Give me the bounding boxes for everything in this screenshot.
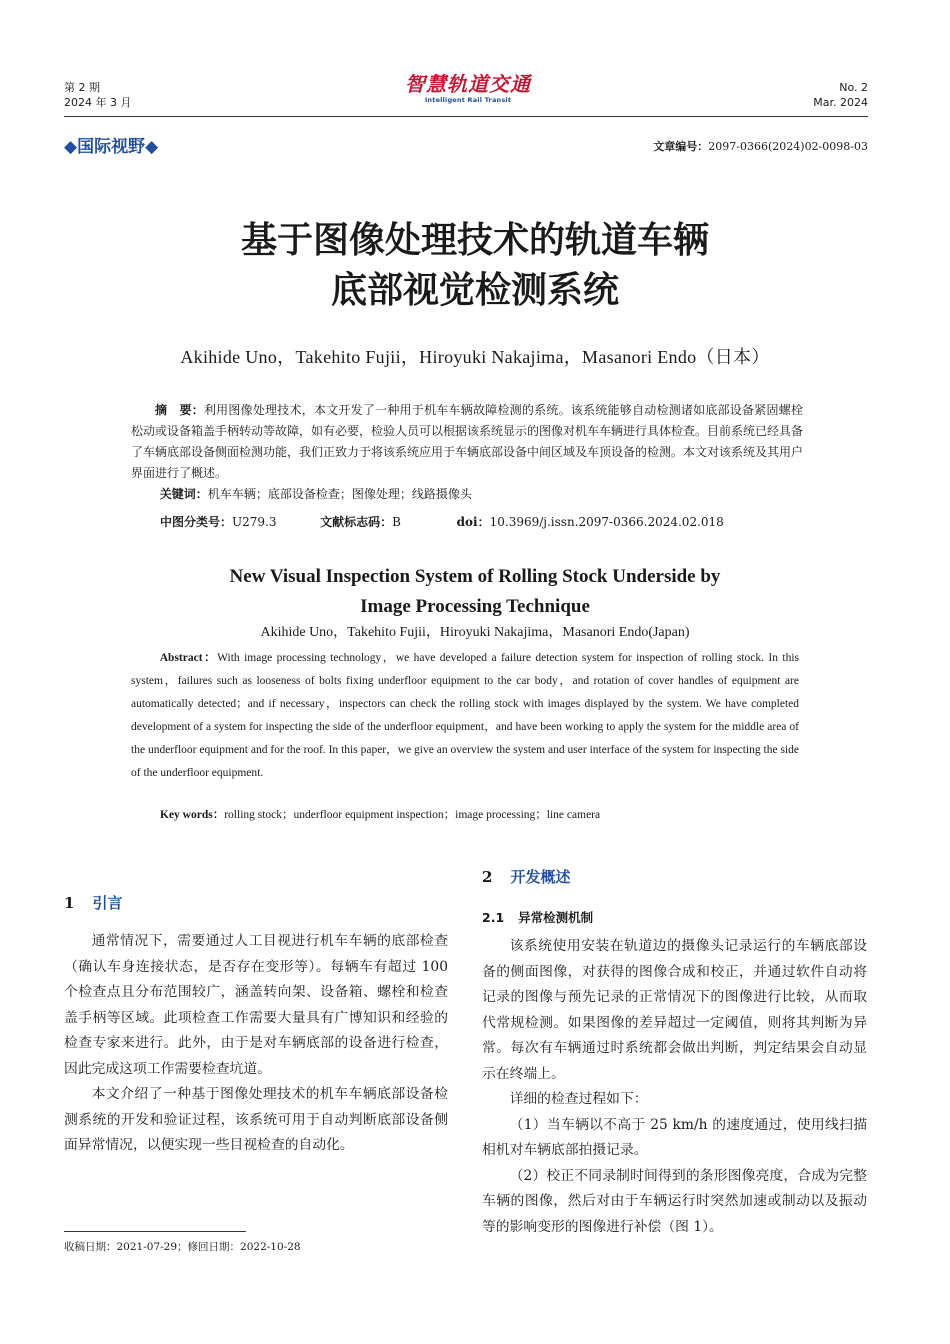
section-1-paragraph: 通常情况下，需要通过人工目视进行机车车辆的底部检查（确认车身连接状态，是否存在变形等）。每辆车有超过 100 个检查点且分布范围较广，涵盖转向架、设备箱、螺栓和检查盖手柄等区域。此项检查工作需要大量具有广博知识和经验的检查专家来进行。此外，由于是对车辆底部的设备进行检查，因此完成这项工作需要检查坑道。 [64, 933, 448, 1077]
abstract-cn [131, 400, 803, 505]
section-1-body [64, 929, 448, 1159]
issue-number-cn: 第 2 期 [64, 81, 100, 94]
issue-date-cn: 2024 年 3 月 [64, 96, 132, 109]
doc-code-value: B [392, 515, 401, 529]
journal-logo [398, 72, 538, 105]
page-title [0, 216, 950, 316]
section-1-heading [64, 893, 448, 913]
title-en-line-1: New Visual Inspection System of Rolling Stock Underside by [229, 566, 721, 587]
doi-value: 10.3969/j.issn.2097-0366.2024.02.018 [489, 515, 724, 529]
section-1-number: 1 [64, 894, 75, 912]
abstract-cn-body [131, 400, 803, 484]
section-2-number: 2 [482, 868, 493, 886]
issue-date-en: Mar. 2024 [813, 96, 868, 109]
section-2-paragraph: （2）校正不同录制时间得到的条形图像亮度，合成为完整车辆的图像，然后对由于车辆运行时突然加速或制动以及振动等的影响变形的图像进行补偿（图 1）。 [482, 1167, 867, 1235]
section-1-paragraph: 本文介绍了一种基于图像处理技术的机车车辆底部设备检测系统的开发和验证过程，该系统可用于自动判断底部设备侧面异常情况，以便实现一些目视检查的自动化。 [64, 1086, 448, 1153]
article-number [653, 140, 868, 154]
authors-cn: Akihide Uno，Takehito Fujii，Hiroyuki Nakajima，Masanori Endo（日本） [180, 347, 770, 367]
article-number-label: 文章编号： [653, 140, 709, 153]
title-en-line-2: Image Processing Technique [360, 596, 590, 617]
journal-logo-cn: 智慧轨道交通 [405, 72, 531, 96]
doc-code-label: 文献标志码： [320, 515, 393, 529]
abstract-cn-label: 摘 要： [155, 403, 204, 417]
title-line-1: 基于图像处理技术的轨道车辆 [240, 220, 709, 261]
keywords-cn-label: 关键词： [159, 487, 208, 501]
keywords-en [160, 806, 600, 824]
keywords-cn [131, 484, 803, 505]
abstract-en-label: Abstract： [159, 652, 218, 664]
abstract-en-text: With image processing technology，we have developed a failure detection system for inspection of rolling stock. In this system，failures such as looseness of bolts fixing underfloor equipment to the car body，and rotation of cover handles of equipment are automatically detected；and if necessary，inspectors can check the rolling stock with images displayed by the system. We have completed development of a system for inspecting the side of the underfloor equipment，and have been working to apply the system for the middle area of the underfloor equipment and for the roof. In this paper，we give an overview the system and user interface of the system for inspecting the side of the underfloor equipment. [131, 652, 800, 779]
clc-label: 中图分类号： [160, 515, 233, 529]
issue-number-en: No. 2 [839, 81, 868, 94]
abstract-en [131, 647, 799, 785]
section-2-heading [482, 867, 867, 887]
clc-value: U279.3 [232, 515, 277, 529]
abstract-cn-text: 利用图像处理技术，本文开发了一种用于机车车辆故障检测的系统。该系统能够自动检测诸如底部设备紧固螺栓松动或设备箱盖手柄转动等故障，如有必要，检验人员可以根据该系统显示的图像对机车车辆进行具体检查。目前系统已经具备了车辆底部设备侧面检测功能，我们正致力于将该系统应用于车辆底部设备中间区域及车顶设备的检测。本文对该系统及其用户界面进行了概述。 [131, 403, 804, 480]
subsection-2-1-title: 异常检测机制 [518, 910, 594, 925]
authors-en: Akihide Uno，Takehito Fujii，Hiroyuki Nakajima，Masanori Endo(Japan) [260, 625, 690, 640]
section-1-title: 引言 [92, 894, 123, 912]
keywords-en-label: Key words： [160, 809, 225, 821]
article-number-value: 2097-0366(2024)02-0098-03 [708, 140, 868, 153]
section-2-paragraph: 该系统使用安装在轨道边的摄像头记录运行的车辆底部设备的侧面图像，对获得的图像合成和校正，并通过软件自动将记录的图像与预先记录的正常情况下的图像进行比较，从而取代常规检测。如果图像的差异超过一定阈值，则将其判断为异常。每次有车辆通过时系统都会做出判断，判定结果会自动显示在终端上。 [482, 938, 867, 1082]
subsection-2-1-heading [482, 909, 867, 927]
section-2-paragraph: （1）当车辆以不高于 25 km/h 的速度通过，使用线扫描相机对车辆底部拍摄记录。 [482, 1116, 867, 1158]
section-2-paragraph: 详细的检查过程如下： [509, 1091, 648, 1107]
doi-label: doi： [456, 515, 490, 529]
section-2-body [482, 934, 867, 1240]
header-divider [64, 116, 868, 117]
journal-logo-en: Intelligent Rail Transit [424, 96, 512, 104]
issue-info-en [813, 80, 868, 110]
column-tag: ◆国际视野◆ [64, 137, 159, 157]
keywords-en-text: rolling stock；underfloor equipment inspection；image processing；line camera [224, 809, 601, 821]
title-line-2: 底部视觉检测系统 [330, 270, 619, 311]
classification-row [160, 514, 724, 530]
received-date-footnote: 收稿日期：2021-07-29；修回日期：2022-10-28 [64, 1241, 301, 1253]
keywords-cn-text: 机车车辆；底部设备检查；图像处理；线路摄像头 [207, 487, 472, 501]
issue-info-cn [64, 80, 131, 110]
title-en [0, 562, 950, 622]
subsection-2-1-number: 2.1 [482, 910, 505, 925]
footnote-divider [64, 1231, 246, 1232]
section-2-title: 开发概述 [510, 868, 571, 886]
